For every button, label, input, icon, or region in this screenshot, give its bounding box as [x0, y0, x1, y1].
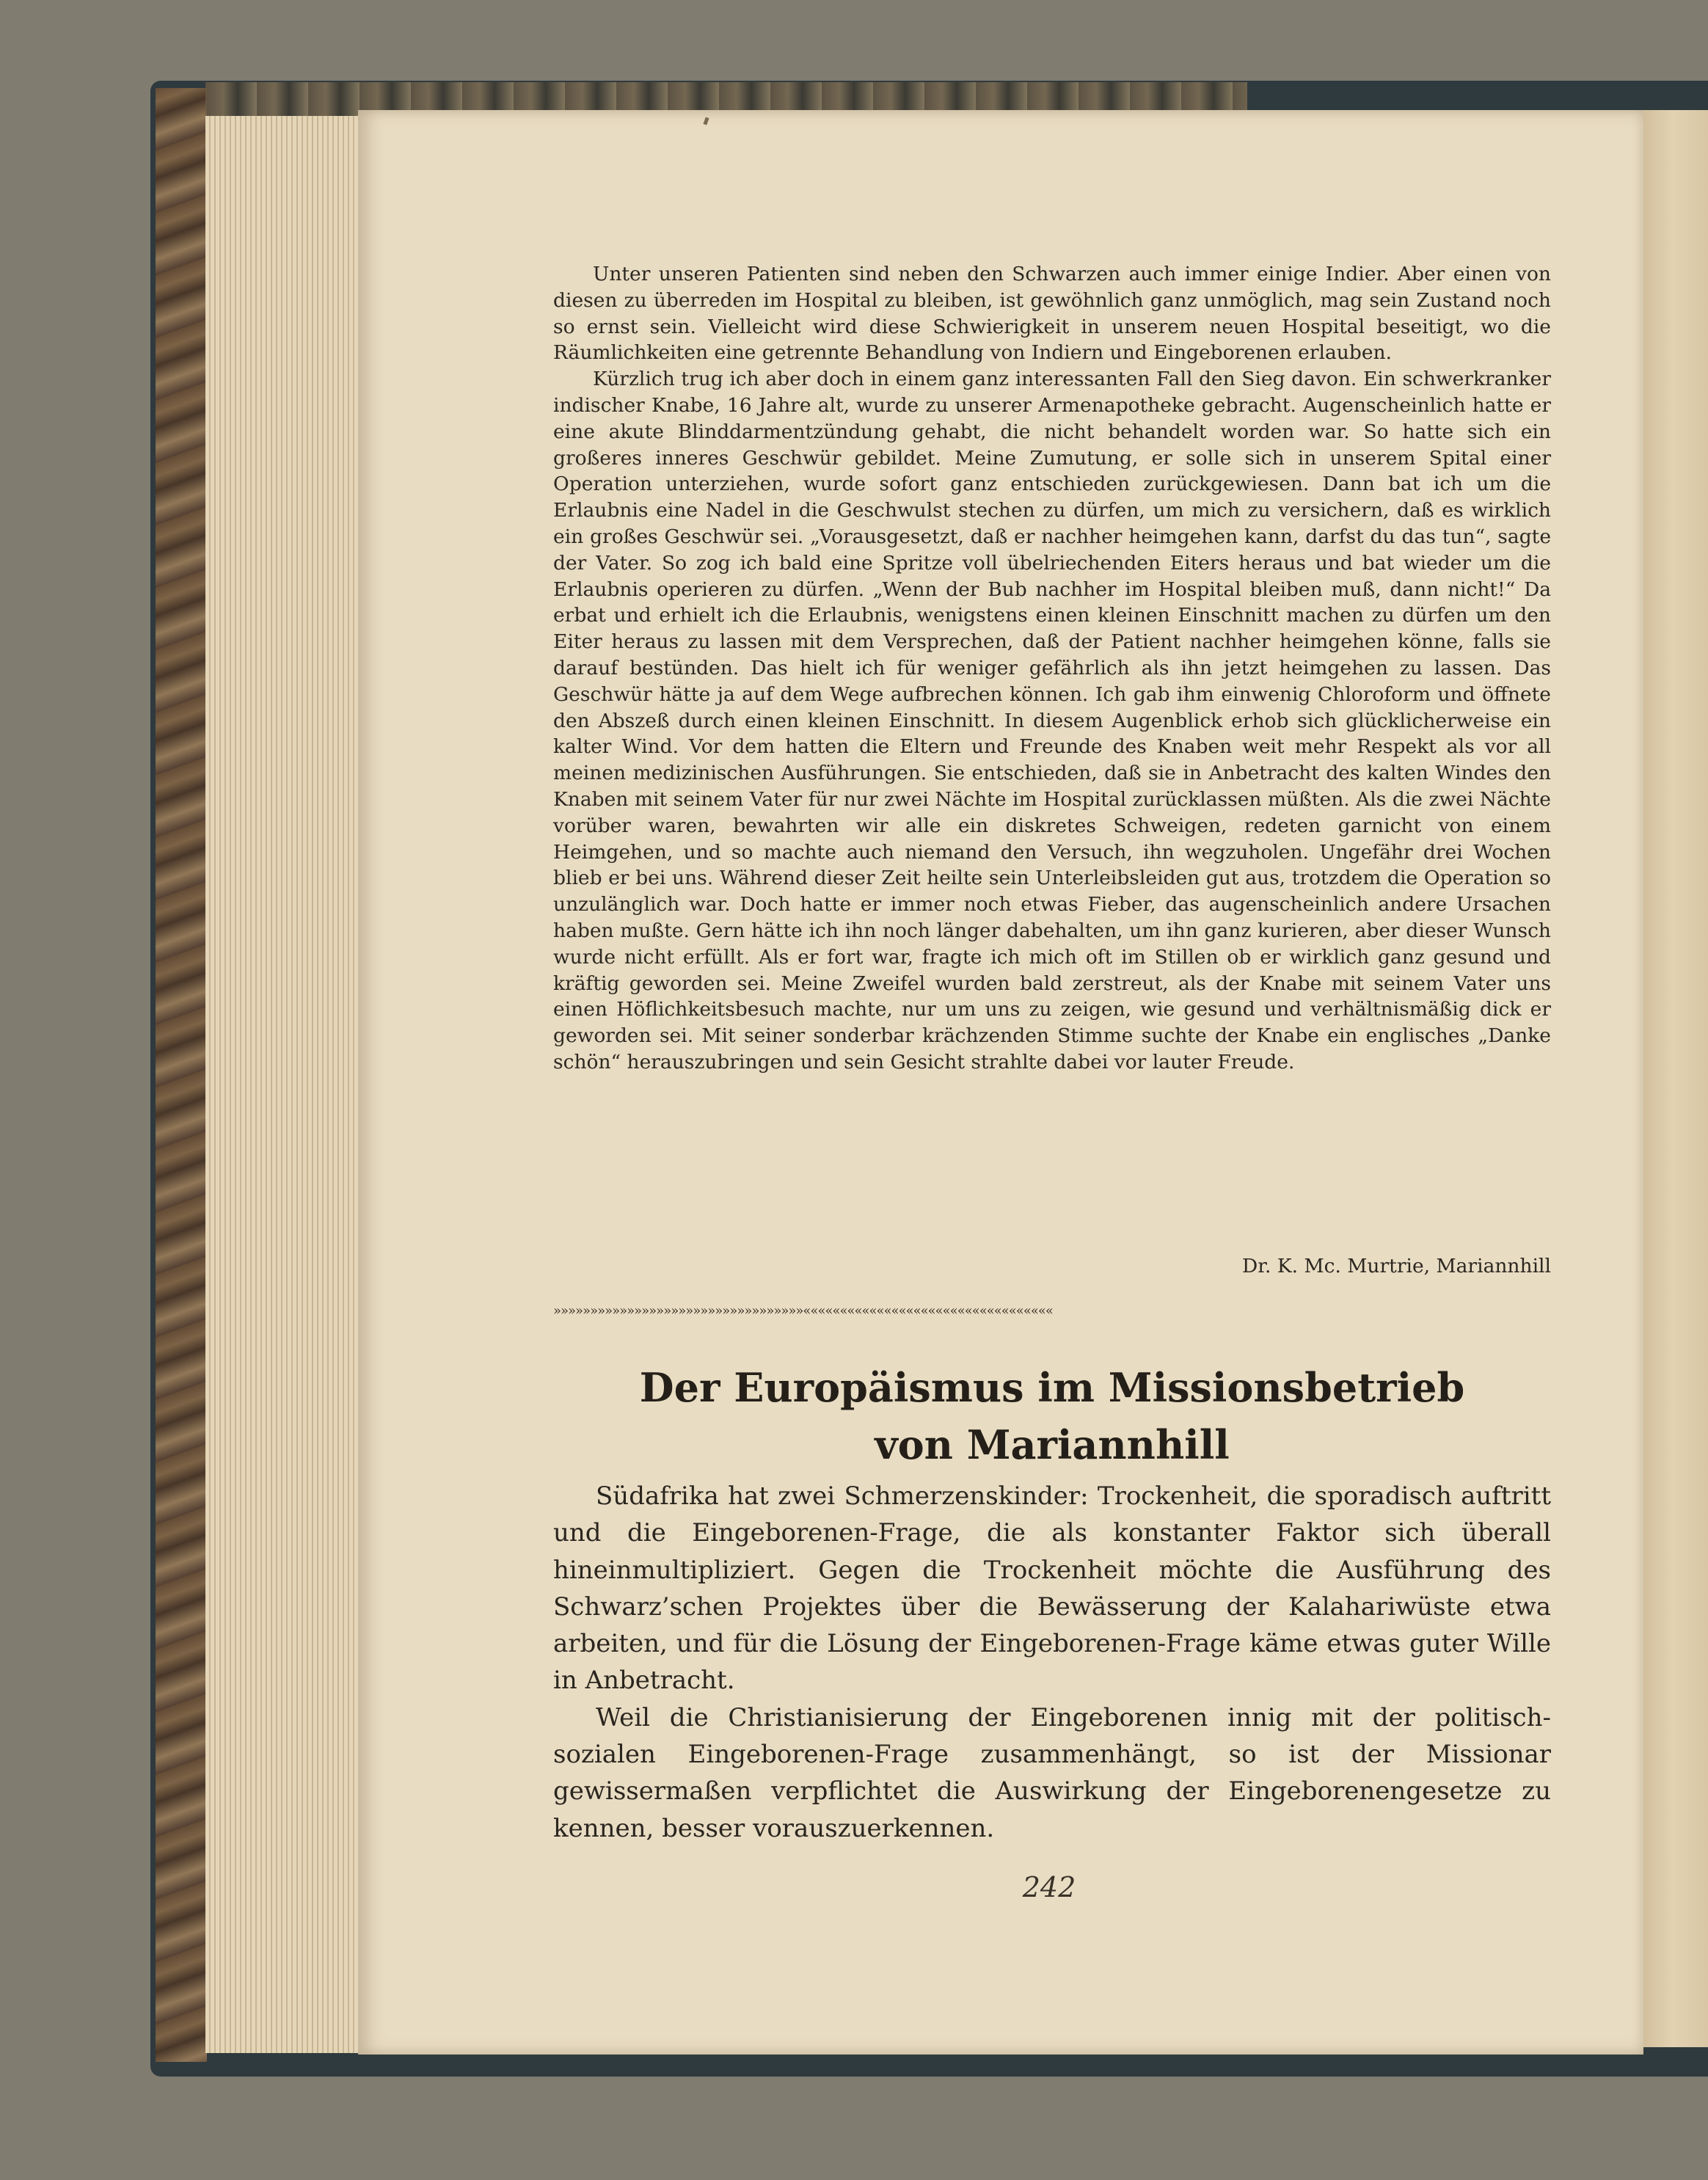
- article-text: [553, 1478, 1551, 1847]
- article-paragraph: Südafrika hat zwei Schmerzenskinder: Trockenheit, die sporadisch auftritt und die Eingeborenen-Frage, die als konstanter Faktor sich überall hineinmultipliziert. Gegen die Trockenheit möchte die Ausführung des Schwarz’schen Projektes über die Bewässerung der Kalahariwüste etwa arbeiten, und für die Lösung der Eingeborenen-Frage käme etwas guter Wille in Anbetracht.: [553, 1481, 1551, 1696]
- page-number: 242: [1022, 1871, 1076, 1903]
- report-paragraph: Kürzlich trug ich aber doch in einem ganz interessanten Fall den Sieg davon. Ein schwerkranker indischer Knabe, 16 Jahre alt, wurde zu unserer Armenapotheke gebracht. Augenscheinlich hatte er eine akute Blinddarmentzündung gehabt, die nicht behandelt worden war. So hatte sich ein großeres inneres Geschwür gebildet. Meine Zumutung, er solle sich in unserem Spital einer Operation unterziehen, wurde sofort ganz entschieden zurückgewiesen. Dann bat ich um die Erlaubnis eine Nadel in die Geschwulst stechen zu dürfen, um mich zu versichern, daß es wirklich ein großes Geschwür sei. „Vorausgesetzt, daß er nachher heimgehen kann, darfst du das tun“, sagte der Vater. So zog ich bald eine Spritze voll übelriechenden Eiters heraus und bat wieder um die Erlaubnis operieren zu dürfen. „Wenn der Bub nachher im Hospital bleiben muß, dann nicht!“ Da erbat und erhielt ich die Erlaubnis, wenigstens einen kleinen Einschnitt machen zu dürfen um den Eiter heraus zu lassen mit dem Versprechen, daß der Patient nachher heimgehen könne, falls sie darauf bestünden. Das hielt ich für weniger gefährlich als ihn jetzt heimgehen zu lassen. Das Geschwür hätte ja auf dem Wege aufbrechen können. Ich gab ihm einwenig Chloroform und öffnete den Abszeß durch einen kleinen Einschnitt. In diesem Augenblick erhob sich glücklicherweise ein kalter Wind. Vor dem hatten die Eltern und Freunde des Knaben weit mehr Respekt als vor all meinen medizinischen Ausführungen. Sie entschieden, daß sie in Anbetracht des kalten Windes den Knaben mit seinem Vater für nur zwei Nächte im Hospital zurücklassen müßten. Als die zwei Nächte vorüber waren, bewahrten wir alle ein diskretes Schweigen, redeten garnicht von einem Heimgehen, und so machte auch niemand den Versuch, ihn wegzuholen. Ungefähr drei Wochen blieb er bei uns. Während dieser Zeit heilte sein Unterleibsleiden gut aus, trotzdem die Operation so unzulänglich war. Doch hatte er immer noch etwas Fieber, das augenscheinlich andere Ursachen haben mußte. Gern hätte ich ihn noch länger dabehalten, um ihn ganz kurieren, aber dieser Wunsch wurde nicht erfüllt. Als er fort war, fragte ich mich oft im Stillen ob er wirklich ganz gesund und kräftig geworden sei. Meine Zweifel wurden bald zerstreut, als der Knabe mit seinem Vater uns einen Höflichkeitsbesuch machte, nur um uns zu zeigen, wie gesund und verhältnismäßig dick er geworden sei. Mit seiner sonderbar krächzenden Stimme suchte der Knabe ein englisches „Danke schön“ herauszubringen und sein Gesicht strahlte dabei vor lauter Freude.: [553, 368, 1551, 1073]
- article-headline: [553, 1359, 1551, 1473]
- article-paragraph: Weil die Christianisierung der Eingeborenen innig mit der politisch-sozialen Eingeborenen-Frage zusammenhängt, so ist der Missionar gewissermaßen verpflichtet die Auswirkung der Eingeborenengesetze zu kennen, besser vorauszuerkennen.: [553, 1702, 1551, 1843]
- author-signature: Dr. K. Mc. Murtrie, Mariannhill: [1241, 1255, 1551, 1277]
- report-text: [553, 261, 1551, 1076]
- headline-line-1: Der Europäismus im Missionsbetrieb: [639, 1364, 1465, 1411]
- report-paragraph: Unter unseren Patienten sind neben den Schwarzen auch immer einige Indier. Aber einen von diesen zu überreden im Hospital zu bleiben, ist gewöhnlich ganz unmöglich, mag sein Zustand noch so ernst sein. Vielleicht wird diese Schwierigkeit in unserem neuen Hospital beseitigt, wo die Räumlichkeiten eine getrennte Behandlung von Indiern und Eingeborenen erlauben.: [553, 263, 1551, 365]
- ornamental-divider: »»»»»»»»»»»»»»»»»»»»»»»»»»»»»»»»»»««««««««««««««««««««««««««««««««««: [553, 1303, 1053, 1319]
- page-edges: [205, 116, 360, 2053]
- facing-page-edge: [1643, 110, 1708, 2047]
- headline-line-2: von Mariannhill: [875, 1421, 1230, 1468]
- marbled-cover-edge: [156, 88, 207, 2062]
